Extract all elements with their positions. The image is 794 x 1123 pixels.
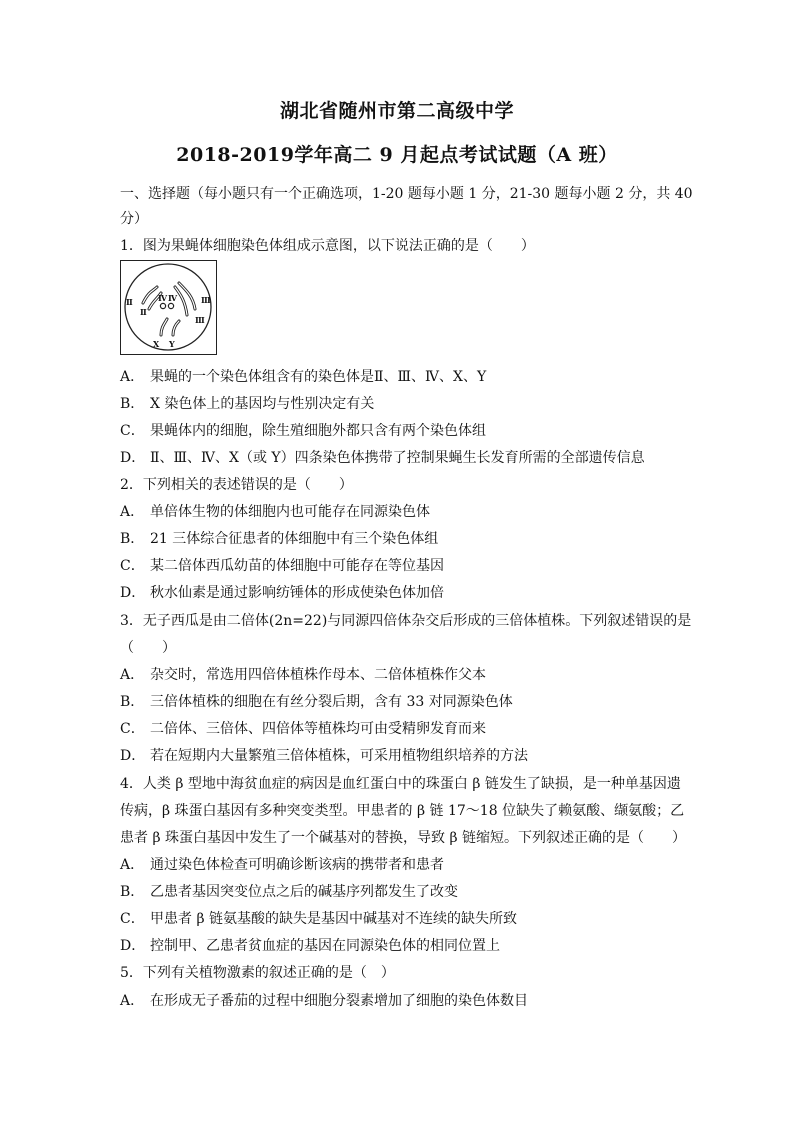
- q1-option-b: B． X 染色体上的基因均与性别决定有关: [120, 396, 375, 412]
- label-Y: Y: [169, 339, 175, 349]
- q5-stem: 5．下列有关植物激素的叙述正确的是（ ）: [120, 965, 395, 981]
- q4-option-b: B． 乙患者基因突变位点之后的碱基序列都发生了改变: [120, 884, 458, 900]
- q3-option-a: A． 杂交时，常选用四倍体植株作母本、二倍体植株作父本: [120, 667, 486, 683]
- q3-stem-line1: 3．无子西瓜是由二倍体(2n=22)与同源四倍体杂交后形成的三倍体植株。下列叙述错误的是: [120, 613, 692, 629]
- q4-stem-line1: 4．人类 β 型地中海贫血症的病因是血红蛋白中的珠蛋白 β 链发生了缺损，是一种单基因遗: [120, 776, 681, 792]
- chromosome-IV-a: [160, 303, 165, 308]
- chromosome-IV-b: [168, 303, 173, 308]
- section-heading-line2: 分）: [120, 211, 148, 227]
- q3-option-d: D． 若在短期内大量繁殖三倍体植株，可采用植物组织培养的方法: [120, 748, 528, 764]
- q2-option-d: D． 秋水仙素是通过影响纺锤体的形成使染色体加倍: [120, 585, 444, 601]
- q1-option-d: D． Ⅱ、Ⅲ、Ⅳ、X（或 Y）四条染色体携带了控制果蝇生长发育所需的全部遗传信息: [120, 450, 645, 466]
- label-II-left: Ⅱ: [126, 297, 133, 307]
- section-heading-line1: 一、选择题（每小题只有一个正确选项，1-20 题每小题 1 分，21-30 题每小题 2 分，共 40: [120, 186, 693, 202]
- q2-option-b: B． 21 三体综合征患者的体细胞中有三个染色体组: [120, 531, 439, 547]
- q1-option-c: C． 果蝇体内的细胞，除生殖细胞外都只含有两个染色体组: [120, 423, 486, 439]
- exam-title: 2018-2019学年高二 9 月起点考试试题（A 班）: [176, 144, 618, 166]
- label-II-lower: Ⅱ: [140, 307, 147, 317]
- q2-stem: 2．下列相关的表述错误的是（ ）: [120, 477, 353, 493]
- q2-option-a: A． 单倍体生物的体细胞内也可能存在同源染色体: [120, 504, 430, 520]
- label-III-lower: Ⅲ: [195, 315, 205, 325]
- school-title: 湖北省随州市第二高级中学: [279, 100, 514, 122]
- label-IV-right: Ⅳ: [168, 293, 178, 303]
- q4-option-a: A． 通过染色体检查可明确诊断该病的携带者和患者: [120, 857, 444, 873]
- chromosome-diagram: [121, 261, 216, 354]
- q4-option-d: D． 控制甲、乙患者贫血症的基因在同源染色体的相同位置上: [120, 938, 500, 954]
- q4-stem-line3: 患者 β 珠蛋白基因中发生了一个碱基对的替换，导致 β 链缩短。下列叙述正确的是（ ）: [120, 830, 686, 846]
- label-III-upper: Ⅲ: [201, 295, 211, 305]
- q3-option-c: C． 二倍体、三倍体、四倍体等植株均可由受精卵发育而来: [120, 721, 486, 737]
- q2-option-c: C． 某二倍体西瓜幼苗的体细胞中可能存在等位基因: [120, 558, 444, 574]
- label-IV-left: Ⅳ: [158, 293, 168, 303]
- chromosome-figure: [120, 260, 217, 355]
- q3-stem-line2: （ ）: [120, 640, 176, 656]
- q1-stem: 1．图为果蝇体细胞染色体组成示意图，以下说法正确的是（ ）: [120, 238, 535, 254]
- label-X: X: [153, 339, 160, 349]
- q1-option-a: A． 果蝇的一个染色体组含有的染色体是Ⅱ、Ⅲ、Ⅳ、X、Y: [120, 369, 487, 385]
- q4-option-c: C． 甲患者 β 链氨基酸的缺失是基因中碱基对不连续的缺失所致: [120, 911, 517, 927]
- q5-option-a: A． 在形成无子番茄的过程中细胞分裂素增加了细胞的染色体数目: [120, 993, 528, 1009]
- q4-stem-line2: 传病，β 珠蛋白基因有多种突变类型。甲患者的 β 链 17～18 位缺失了赖氨酸、缬氨酸；乙: [120, 803, 685, 819]
- q3-option-b: B． 三倍体植株的细胞在有丝分裂后期，含有 33 对同源染色体: [120, 694, 513, 710]
